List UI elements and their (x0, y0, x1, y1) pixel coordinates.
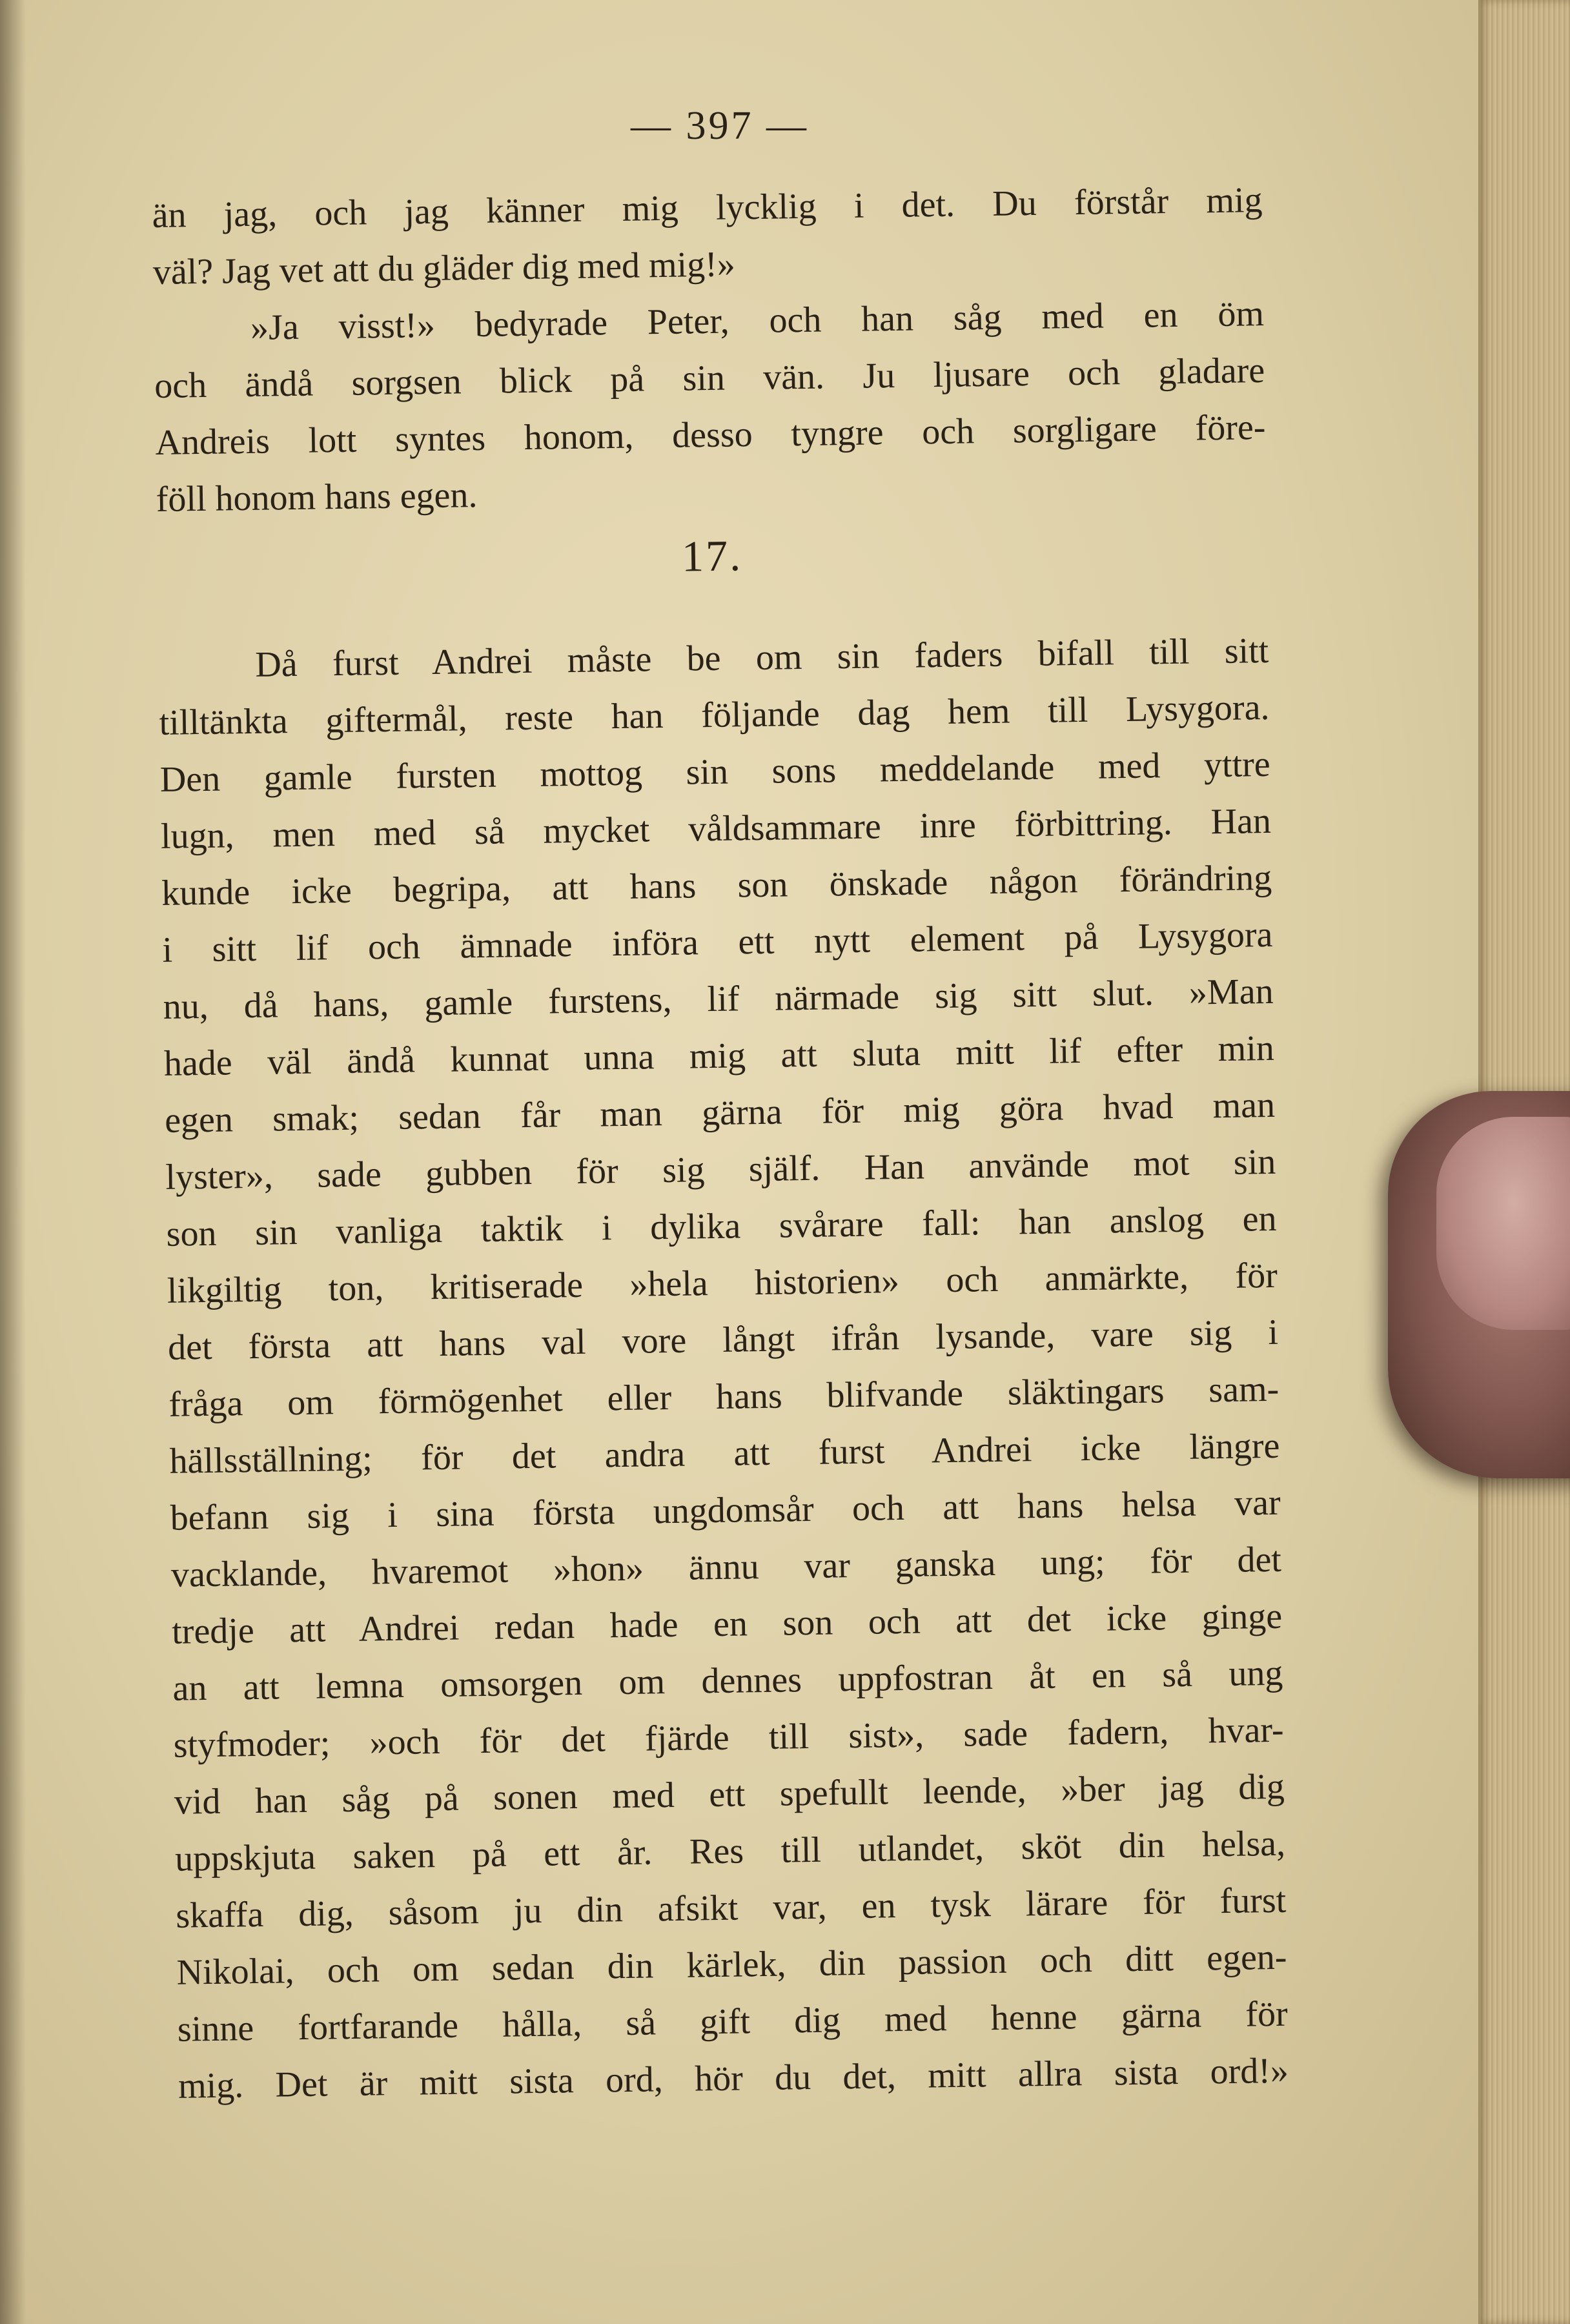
text-line: tredje att Andrei redan hade en son och att det icke ginge (171, 1596, 1283, 1652)
text-line: »Ja visst!» bedyrade Peter, och han såg med en öm (250, 293, 1265, 348)
text-line: i sitt lif och ämnade införa ett nytt element på Lysygora (162, 914, 1273, 970)
text-line: lugn, men med så mycket våldsammare inre förbittring. Han (160, 800, 1272, 857)
text-line: an att lemna omsorgen om dennes uppfostran åt en så ung (172, 1653, 1283, 1709)
text-line: och ändå sorgsen blick på sin vän. Ju ljusare och gladare (154, 350, 1265, 406)
text-line: vid han såg på sonen med ett spefullt leende, »ber jag dig (174, 1766, 1285, 1822)
thumbnail-nail (1436, 1117, 1570, 1330)
page-number: — 397 — (631, 104, 809, 148)
text-line: nu, då hans, gamle furstens, lif närmade sig sitt slut. »Man (163, 971, 1274, 1027)
body-text (152, 172, 1289, 2115)
text-line: son sin vanliga taktik i dylika svårare fall: han anslog en (166, 1198, 1277, 1254)
text-line: mig. Det är mitt sista ord, hör du det, mitt allra sista ord!» (178, 2050, 1289, 2106)
text-line: föll honom hans egen. (156, 475, 478, 520)
text-line: hade väl ändå kunnat unna mig att sluta mitt lif efter min (163, 1028, 1275, 1084)
text-line: lyster», sade gubben för sig själf. Han använde mot sin (165, 1141, 1276, 1198)
text-line: än jag, och jag känner mig lycklig i det. Du förstår mig (152, 179, 1263, 236)
text-line: tilltänkta giftermål, reste han följande dag hem till Lysygora. (159, 687, 1270, 743)
text-line: Då furst Andrei måste be om sin faders bifall till sitt (254, 630, 1269, 685)
text-line: Andreis lott syntes honom, desso tyngre och sorgligare före- (155, 407, 1266, 463)
chapter-heading: 17. (681, 531, 743, 581)
text-line: hällsställning; för det andra att furst Andrei icke längre (169, 1425, 1280, 1482)
text-line: befann sig i sina första ungdomsår och att hans helsa var (170, 1482, 1281, 1538)
text-line: sinne fortfarande hålla, så gift dig med henne gärna för (177, 1993, 1289, 2050)
text-line: det första att hans val vore långt ifrån lysande, vare sig i (167, 1312, 1279, 1368)
text-line: Den gamle fursten mottog sin sons meddelande med yttre (159, 744, 1271, 800)
binding-shadow (0, 0, 26, 2324)
text-line: egen smak; sedan får man gärna för mig göra hvad man (164, 1085, 1276, 1141)
text-line: likgiltig ton, kritiserade »hela historien» och anmärkte, för (167, 1255, 1278, 1311)
text-line: styfmoder; »och för det fjärde till sist», sade fadern, hvar- (173, 1709, 1284, 1766)
text-line: Nikolai, och om sedan din kärlek, din passion och ditt egen- (176, 1937, 1287, 1993)
text-line: fråga om förmögenhet eller hans blifvande släktingars sam- (168, 1369, 1279, 1425)
text-line: skaffa dig, såsom ju din afsikt var, en tysk lärare för furst (175, 1880, 1287, 1936)
text-line: väl? Jag vet att du gläder dig med mig!» (152, 244, 736, 292)
text-line: vacklande, hvaremot »hon» ännu var ganska ung; för det (170, 1539, 1282, 1595)
text-line: uppskjuta saken på ett år. Res till utlandet, sköt din helsa, (174, 1823, 1286, 1879)
text-line: kunde icke begripa, att hans son önskade någon förändring (161, 857, 1272, 913)
